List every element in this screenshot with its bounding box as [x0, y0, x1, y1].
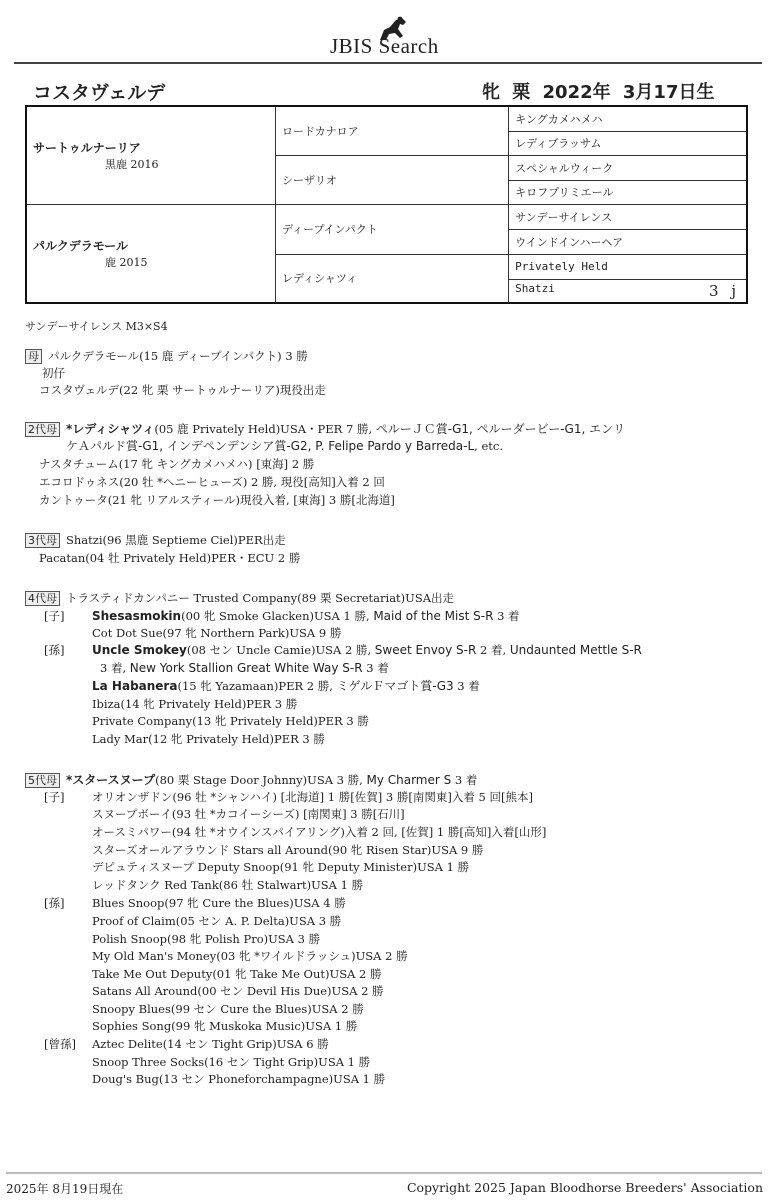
line-text: レッドタンク Red Tank(86 牡 Stalwart)USA 1 勝	[92, 878, 364, 892]
family-line	[39, 456, 314, 473]
family-line	[92, 713, 369, 730]
race-name: ケＡパルド賞-G1, インデペンデンシア賞-G2, P. Felipe Pardo y Barreda-L	[66, 439, 475, 453]
line-text: パルクデラモール(15 鹿 ディープインパクト) 3 勝	[48, 349, 308, 363]
line-text: Proof of Claim(05 セン A. P. Delta)USA 3 勝	[92, 914, 342, 928]
line-text: , etc.	[474, 439, 504, 453]
family-line	[92, 678, 480, 695]
family-line	[92, 806, 405, 823]
gen3-cell[interactable]: レディブラッサム	[509, 131, 747, 155]
inbreeding-note: サンデーサイレンス M3×S4	[25, 320, 168, 333]
line-text: (15 牝 Yazamaan)PER 2 勝,	[177, 679, 337, 693]
race-name: My Charmer S	[366, 773, 452, 787]
line-text: Polish Snoop(98 牝 Polish Pro)USA 3 勝	[92, 932, 321, 946]
family-line	[92, 948, 408, 965]
gen3-cell[interactable]: ウインドインハーヘア	[509, 229, 747, 254]
family-line	[92, 983, 384, 1000]
line-text: Shatzi(96 黒鹿 Septieme Ciel)PER出走	[66, 533, 286, 547]
line-text: Pacatan(04 牡 Privately Held)PER・ECU 2 勝	[39, 551, 301, 565]
race-name: ペルーＪＣ賞-G1, ペルーダービー-G1, エンリ	[375, 422, 626, 436]
generation-label: 4代母	[25, 591, 60, 606]
line-text: Lady Mar(12 牝 Privately Held)PER 3 勝	[92, 732, 325, 746]
line-text: スヌープボーイ(93 牡 *カコイーシーズ) [南関東] 3 勝[石川]	[92, 807, 405, 821]
family-line	[66, 438, 503, 455]
horse-link[interactable]: La Habanera	[92, 679, 178, 693]
relation-tag: [曾孫]	[44, 1037, 76, 1051]
line-text: Private Company(13 牝 Privately Held)PER 3 勝	[92, 714, 369, 728]
line-text: 3 着	[493, 609, 520, 623]
line-text: (05 鹿 Privately Held)USA・PER 7 勝,	[154, 422, 376, 436]
line-text: Take Me Out Deputy(01 牝 Take Me Out)USA 2 勝	[92, 967, 382, 981]
relation-tag: [子]	[44, 609, 65, 623]
line-text: オリオンザドン(96 牡 *シャンハイ) [北海道] 1 勝[佐賀] 3 勝[南関東]入着 5 回[熊本]	[92, 790, 533, 804]
family-line	[92, 731, 325, 748]
gen3-name[interactable]: Shatzi	[515, 281, 555, 295]
family-line	[44, 1036, 329, 1053]
logo-text: JBIS Search	[330, 34, 439, 58]
family-line	[92, 877, 363, 894]
family-line	[92, 1018, 357, 1035]
line-text: My Old Man's Money(03 牝 *ワイルドラッシュ)USA 2 勝	[92, 949, 408, 963]
line-text: 3 着	[453, 679, 480, 693]
family-line	[92, 696, 297, 713]
sire-detail: 黒鹿 2016	[105, 157, 159, 171]
generation-label: 2代母	[25, 422, 60, 437]
family-line	[44, 789, 533, 806]
generation-label: 3代母	[25, 533, 60, 548]
horse-link[interactable]: *スタースヌープ	[66, 773, 156, 787]
line-text: Ibiza(14 牝 Privately Held)PER 3 勝	[92, 697, 298, 711]
gen2-cell[interactable]: シーザリオ	[275, 155, 508, 204]
race-name: ミゲルＦマゴト賞-G3	[336, 679, 454, 693]
line-text: エコロドゥネス(20 牡 *ヘニーヒューズ) 2 勝, 現役[高知]入着 2 回	[39, 475, 385, 489]
race-name: Maid of the Mist S-R	[373, 609, 494, 623]
line-text: (00 牝 Smoke Glacken)USA 1 勝,	[181, 609, 374, 623]
horse-link[interactable]: Uncle Smokey	[92, 643, 187, 657]
race-name: Undaunted Mettle S-R	[509, 643, 642, 657]
gen3-cell[interactable]: キロフプリミエール	[509, 180, 747, 204]
footer-copyright: Copyright 2025 Japan Bloodhorse Breeders' Association	[406, 1180, 763, 1195]
line-text: Blues Snoop(97 牝 Cure the Blues)USA 4 勝	[92, 896, 346, 910]
family-line	[25, 421, 625, 438]
family-line	[92, 931, 320, 948]
family-line	[44, 608, 520, 625]
line-text: Aztec Delite(14 セン Tight Grip)USA 6 勝	[92, 1037, 329, 1051]
family-line	[25, 590, 454, 607]
family-line	[92, 824, 546, 841]
header-divider	[14, 62, 762, 64]
horse-link[interactable]: *レディシャツィ	[66, 422, 155, 436]
family-line	[39, 474, 385, 491]
relation-tag: [子]	[44, 790, 65, 804]
line-text: 初仔	[42, 366, 65, 380]
race-name: New York Stallion Great White Way S-R	[129, 661, 363, 675]
footer-divider	[6, 1172, 762, 1174]
family-line	[92, 913, 341, 930]
line-text: ナスタチューム(17 牝 キングカメハメハ) [東海] 2 勝	[39, 457, 315, 471]
line-text: カントゥータ(21 牝 リアルスティール)現役入着, [東海] 3 勝[北海道]	[39, 493, 395, 507]
family-line	[39, 382, 326, 399]
line-text: Doug's Bug(13 セン Phoneforchampagne)USA 1 勝	[92, 1072, 386, 1086]
family-line	[44, 895, 346, 912]
dam-name[interactable]: パルクデラモール	[33, 238, 129, 253]
pedigree-table	[25, 105, 748, 304]
family-line	[92, 966, 382, 983]
family-line	[92, 859, 469, 876]
line-text: Satans All Around(00 セン Devil His Due)USA 2 勝	[92, 984, 384, 998]
gen2-cell[interactable]: ロードカナロア	[275, 106, 508, 155]
line-text: コスタヴェルデ(22 牝 栗 サートゥルナーリア)現役出走	[39, 383, 326, 397]
family-line	[100, 660, 389, 677]
generation-label: 5代母	[25, 773, 60, 788]
family-line	[25, 348, 308, 365]
family-line	[92, 1001, 364, 1018]
line-text: Sophies Song(99 牝 Muskoka Music)USA 1 勝	[92, 1019, 358, 1033]
line-text: オースミパワー(94 牡 *オウインスパイアリング)入着 2 回, [佐賀] 1 勝[高知]入着[山形]	[92, 825, 547, 839]
horse-name: コスタヴェルデ	[33, 82, 166, 104]
dam-cell[interactable]	[26, 204, 275, 303]
jbis-logo[interactable]	[0, 8, 775, 58]
sire-name[interactable]: サートゥルナーリア	[33, 140, 141, 155]
race-name: Sweet Envoy S-R	[374, 643, 477, 657]
gen2-cell[interactable]: レディシャツィ	[275, 254, 508, 303]
line-text: 3 着	[451, 773, 478, 787]
relation-tag: [孫]	[44, 643, 65, 657]
line-text: (08 セン Uncle Camie)USA 2 勝,	[186, 643, 375, 657]
gen3-cell-shatzi[interactable]	[509, 279, 747, 303]
line-text: (80 栗 Stage Door Johnny)USA 3 勝,	[155, 773, 367, 787]
family-line	[39, 492, 395, 509]
family-line	[25, 532, 286, 549]
line-text: Snoop Three Socks(16 セン Tight Grip)USA 1 勝	[92, 1055, 371, 1069]
gen3-cell[interactable]: Privately Held	[509, 254, 747, 279]
horse-link[interactable]: Shesasmokin	[92, 609, 182, 623]
line-text: トラスティドカンパニー Trusted Company(89 栗 Secretariat)USA出走	[66, 591, 455, 605]
line-text: 3 着,	[100, 661, 130, 675]
gen2-cell[interactable]: ディープインパクト	[275, 204, 508, 254]
shatzi-tag: 3 j	[709, 281, 740, 300]
family-line	[92, 842, 483, 859]
sire-cell[interactable]	[26, 106, 275, 204]
family-line	[39, 550, 300, 567]
family-line	[92, 1071, 385, 1088]
family-line	[92, 625, 341, 642]
line-text: Snoopy Blues(99 セン Cure the Blues)USA 2 勝	[92, 1002, 364, 1016]
line-text: スターズオールアラウンド Stars all Around(90 牝 Risen Star)USA 9 勝	[92, 843, 484, 857]
dam-detail: 鹿 2015	[105, 255, 148, 269]
line-text: デピュティスヌープ Deputy Snoop(91 牝 Deputy Minister)USA 1 勝	[92, 860, 470, 874]
relation-tag: [孫]	[44, 896, 65, 910]
family-line	[44, 642, 642, 659]
horse-info: 牝 栗 2022年 3月17日生	[482, 82, 715, 103]
generation-label: 母	[25, 349, 42, 364]
family-line	[25, 772, 477, 789]
line-text: 3 着	[362, 661, 389, 675]
gen3-cell[interactable]: サンデーサイレンス	[509, 204, 747, 229]
family-line	[42, 365, 65, 382]
line-text: Cot Dot Sue(97 牝 Northern Park)USA 9 勝	[92, 626, 342, 640]
gen3-cell[interactable]: キングカメハメハ	[509, 106, 747, 131]
family-line	[92, 1054, 370, 1071]
footer-date: 2025年 8月19日現在	[6, 1182, 124, 1196]
gen3-cell[interactable]: スペシャルウィーク	[509, 155, 747, 180]
line-text: 2 着,	[476, 643, 510, 657]
